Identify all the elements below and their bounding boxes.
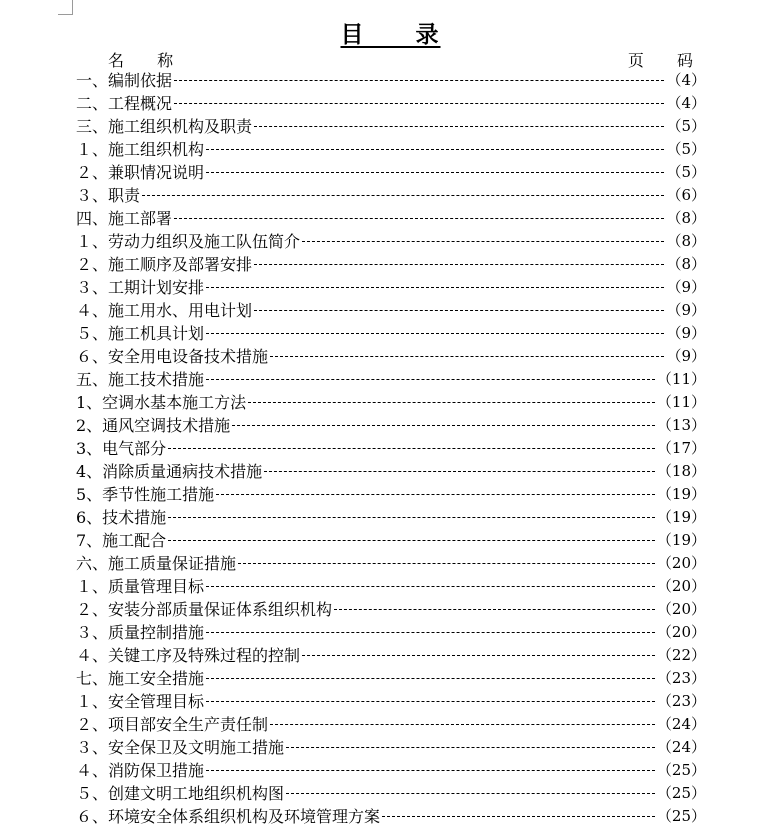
dot-leader — [168, 517, 655, 518]
toc-entry-text: ５、施工机具计划 — [76, 324, 205, 343]
toc-entry-text: 三、施工组织机构及职责 — [76, 117, 253, 136]
toc-entry-page: （8） — [666, 232, 706, 250]
toc-entry-page: （8） — [666, 209, 706, 227]
dot-leader — [174, 103, 664, 104]
toc-entry-text: 7、施工配合 — [76, 531, 167, 550]
toc-entry-text: ２、施工顺序及部署安排 — [76, 255, 253, 274]
dot-leader — [206, 149, 664, 150]
toc-entry-page: （23） — [656, 669, 706, 687]
toc-entry-page: （9） — [666, 278, 706, 296]
toc-entry[interactable] — [76, 551, 706, 574]
dot-leader — [216, 494, 655, 495]
toc-entry-text: １、安全管理目标 — [76, 692, 205, 711]
toc-entry-page: （11） — [656, 370, 706, 388]
toc-entry[interactable] — [76, 321, 706, 344]
dot-leader — [206, 333, 664, 334]
dot-leader — [248, 402, 655, 403]
toc-entry-page: （20） — [656, 577, 706, 595]
dot-leader — [206, 701, 655, 702]
toc-entry-text: 1、空调水基本施工方法 — [76, 393, 247, 412]
dot-leader — [302, 241, 664, 242]
toc-entry[interactable] — [76, 482, 706, 505]
toc-entry[interactable] — [76, 459, 706, 482]
toc-column-header — [108, 48, 707, 70]
toc-entry-page: （9） — [666, 324, 706, 342]
toc-entry-text: 五、施工技术措施 — [76, 370, 205, 389]
toc-entry[interactable] — [76, 781, 706, 804]
toc-entry-page: （20） — [656, 623, 706, 641]
toc-entry-text: 4、消除质量通病技术措施 — [76, 462, 263, 481]
dot-leader — [168, 448, 655, 449]
toc-entry-text: ６、环境安全体系组织机构及环境管理方案 — [76, 807, 381, 826]
dot-leader — [238, 563, 655, 564]
toc-entry-text: ４、关键工序及特殊过程的控制 — [76, 646, 301, 665]
dot-leader — [382, 816, 655, 817]
toc-entry[interactable] — [76, 643, 706, 666]
page-column-label: 页 码 — [627, 51, 707, 70]
toc-entry[interactable] — [76, 712, 706, 735]
toc-entry-page: （11） — [656, 393, 706, 411]
dot-leader — [270, 356, 664, 357]
toc-entry-text: 5、季节性施工措施 — [76, 485, 215, 504]
toc-entry[interactable] — [76, 436, 706, 459]
name-column-label: 名 称 — [108, 51, 188, 70]
toc-entry[interactable] — [76, 344, 706, 367]
dot-leader — [232, 425, 655, 426]
toc-entry[interactable] — [76, 91, 706, 114]
toc-entry-page: （18） — [656, 462, 706, 480]
toc-entry-page: （17） — [656, 439, 706, 457]
toc-entry-page: （19） — [656, 531, 706, 549]
toc-entry[interactable] — [76, 137, 706, 160]
toc-entry[interactable] — [76, 413, 706, 436]
dot-leader — [142, 195, 664, 196]
dot-leader — [270, 724, 655, 725]
toc-entry-page: （4） — [666, 71, 706, 89]
toc-entry[interactable] — [76, 367, 706, 390]
toc-entry-text: ２、兼职情况说明 — [76, 163, 205, 182]
toc-entry-page: （25） — [656, 807, 706, 825]
toc-entry-text: ５、创建文明工地组织机构图 — [76, 784, 285, 803]
toc-entry-text: 二、工程概况 — [76, 94, 173, 113]
toc-title: 目 录 — [340, 21, 441, 48]
dot-leader — [206, 770, 655, 771]
dot-leader — [334, 609, 655, 610]
toc-entry-page: （25） — [656, 761, 706, 779]
toc-entry[interactable] — [76, 68, 706, 91]
toc-entry-page: （19） — [656, 508, 706, 526]
dot-leader — [206, 678, 655, 679]
toc-list — [76, 68, 706, 827]
toc-entry-text: 6、技术措施 — [76, 508, 167, 527]
toc-entry[interactable] — [76, 620, 706, 643]
toc-entry-text: 3、电气部分 — [76, 439, 167, 458]
toc-entry[interactable] — [76, 160, 706, 183]
toc-entry-text: ３、职责 — [76, 186, 141, 205]
dot-leader — [168, 540, 655, 541]
dot-leader — [302, 655, 655, 656]
toc-entry-text: ２、安装分部质量保证体系组织机构 — [76, 600, 333, 619]
dot-leader — [206, 379, 655, 380]
toc-entry[interactable] — [76, 229, 706, 252]
toc-entry-page: （5） — [666, 163, 706, 181]
toc-entry-text: ３、工期计划安排 — [76, 278, 205, 297]
toc-entry-page: （25） — [656, 784, 706, 802]
toc-entry-page: （23） — [656, 692, 706, 710]
toc-entry[interactable] — [76, 390, 706, 413]
dot-leader — [206, 287, 664, 288]
toc-entry-page: （24） — [656, 738, 706, 756]
toc-entry-page: （20） — [656, 600, 706, 618]
toc-entry-page: （5） — [666, 140, 706, 158]
toc-entry-page: （4） — [666, 94, 706, 112]
toc-entry-text: 一、编制依据 — [76, 71, 173, 90]
dot-leader — [254, 126, 664, 127]
toc-entry[interactable] — [76, 804, 706, 827]
toc-entry[interactable] — [76, 758, 706, 781]
toc-entry-text: 七、施工安全措施 — [76, 669, 205, 688]
dot-leader — [286, 747, 655, 748]
toc-entry[interactable] — [76, 528, 706, 551]
toc-entry[interactable] — [76, 298, 706, 321]
toc-entry-page: （9） — [666, 347, 706, 365]
toc-entry[interactable] — [76, 689, 706, 712]
toc-entry-text: １、施工组织机构 — [76, 140, 205, 159]
toc-entry[interactable] — [76, 735, 706, 758]
toc-entry-text: ２、项目部安全生产责任制 — [76, 715, 269, 734]
toc-entry-page: （24） — [656, 715, 706, 733]
dot-leader — [206, 632, 655, 633]
toc-entry[interactable] — [76, 183, 706, 206]
toc-entry-page: （8） — [666, 255, 706, 273]
toc-entry-text: 2、通风空调技术措施 — [76, 416, 231, 435]
toc-entry[interactable] — [76, 597, 706, 620]
toc-entry[interactable] — [76, 252, 706, 275]
toc-entry-page: （6） — [666, 186, 706, 204]
toc-entry-text: １、质量管理目标 — [76, 577, 205, 596]
toc-entry-text: ３、安全保卫及文明施工措施 — [76, 738, 285, 757]
toc-entry-text: ４、施工用水、用电计划 — [76, 301, 253, 320]
page-corner-mark — [58, 0, 73, 15]
toc-entry[interactable] — [76, 206, 706, 229]
toc-entry-page: （5） — [666, 117, 706, 135]
toc-entry-page: （22） — [656, 646, 706, 664]
toc-entry-text: 四、施工部署 — [76, 209, 173, 228]
dot-leader — [174, 80, 664, 81]
toc-entry-page: （13） — [656, 416, 706, 434]
dot-leader — [206, 586, 655, 587]
dot-leader — [206, 172, 664, 173]
toc-entry-page: （9） — [666, 301, 706, 319]
dot-leader — [264, 471, 655, 472]
dot-leader — [254, 264, 664, 265]
dot-leader — [174, 218, 664, 219]
toc-entry[interactable] — [76, 574, 706, 597]
toc-entry-text: 六、施工质量保证措施 — [76, 554, 237, 573]
toc-entry[interactable] — [76, 505, 706, 528]
toc-entry-page: （20） — [656, 554, 706, 572]
dot-leader — [286, 793, 655, 794]
toc-entry[interactable] — [76, 275, 706, 298]
toc-entry-text: １、劳动力组织及施工队伍简介 — [76, 232, 301, 251]
dot-leader — [254, 310, 664, 311]
toc-entry-text: ３、质量控制措施 — [76, 623, 205, 642]
toc-entry-text: ４、消防保卫措施 — [76, 761, 205, 780]
toc-entry-page: （19） — [656, 485, 706, 503]
toc-entry[interactable] — [76, 666, 706, 689]
toc-entry[interactable] — [76, 114, 706, 137]
toc-entry-text: ６、安全用电设备技术措施 — [76, 347, 269, 366]
